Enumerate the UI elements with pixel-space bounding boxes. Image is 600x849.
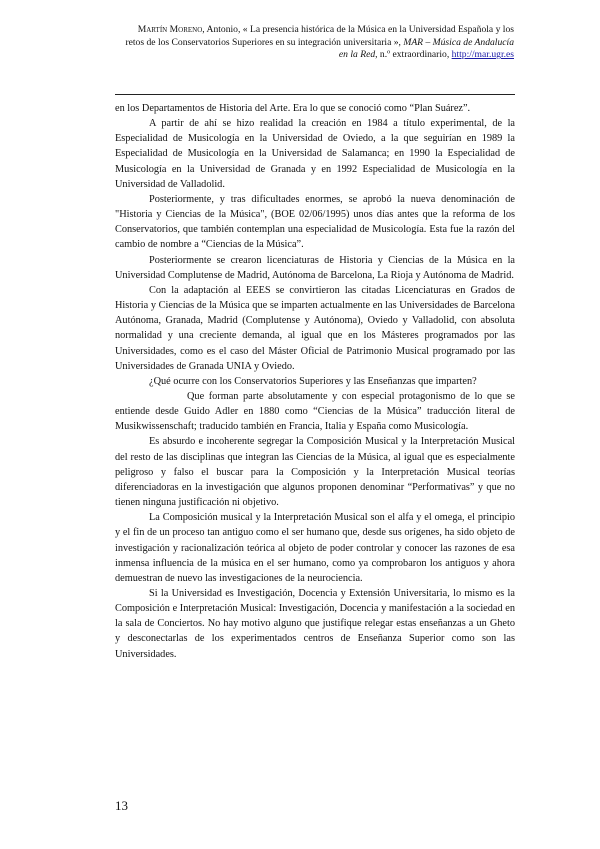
header-journal: MAR – Música de Andalucía en la Red	[338, 36, 514, 61]
page-number: 13	[115, 798, 128, 813]
body-text	[115, 101, 515, 662]
paragraph-9: La Composición musical y la Interpretación Musical son el alfa y el omega, el principio y el fin de un proceso tan antiguo como el ser humano que, desde sus orígenes, ha sido objeto de investigación y racionalización teórica al objeto de poder controlar y conocer las razones de esa inmensa influencia de la música en el ser humano, como ya comprobaron los antiguos y ahora demuestran de nuevo las investigaciones de la neurociencia.	[115, 512, 515, 584]
header-issue: , n.º extraordinario,	[375, 49, 452, 61]
header-url-link[interactable]: http://mar.ugr.es	[451, 49, 514, 61]
paragraph-2: A partir de ahí se hizo realidad la creación en 1984 a título experimental, de la Especialidad de Musicología en la Universidad de Oviedo, a la que seguirían en 1989 la Especialidad de Musicología en la Universidad de Salamanca; en 1990 la Especialidad de Musicología en la Universidad de Granada y en 1992 Especialidad de Musicología en la Universidad de Valladolid.	[115, 118, 515, 190]
paragraph-5: Con la adaptación al EEES se convirtieron las citadas Licenciaturas en Grados de Historia y Ciencias de la Música que se imparten actualmente en las Universidades de Barcelona Autónoma, Granada, Madrid (Complutense y Autónoma), Oviedo y Valladolid, con absoluta normalidad y una creciente demanda, al igual que en los Másteres programados por las Universidades, como es el caso del Máster Oficial de Patrimonio Musical programado por las Universidades de Granada UNIA y Oviedo.	[115, 284, 515, 372]
header-author: Martín Moreno	[137, 24, 203, 35]
paragraph-7: Que forman parte absolutamente y con especial protagonismo de lo que se entiende desde Guido Adler en 1880 como “Ciencias de la Música” traducción literal de Musikwissenschaft; traducido también en Francia, Italia y España como Musicología.	[115, 390, 515, 433]
running-header	[118, 24, 514, 62]
paragraph-6: ¿Qué ocurre con los Conservatorios Superiores y las Enseñanzas que imparten?	[149, 375, 477, 387]
header-rule	[115, 94, 515, 95]
header-citation-line2: los retos de los Conservatorios Superiores en su integración universitaria »,	[125, 24, 514, 48]
paragraph-3: Posteriormente, y tras dificultades enormes, se aprobó la nueva denominación de "Historia y Ciencias de la Música", (BOE 02/06/1995) unos días antes que la reforma de los Conservatorios, que también contemplan una especialidad de Musicología. Esta fue la razón del cambio de nombre a “Ciencias de la Música”.	[115, 193, 515, 251]
paragraph-8: Es absurdo e incoherente segregar la Composición Musical y la Interpretación Musical del resto de las disciplinas que integran las Ciencias de la Música, al igual que es especialmente peligroso y falso el buscar para la Composición y la Interpretación Musical teorías diferenciadoras en la investigación que algunos proponen denominar “Performativas” y que no tienen ninguna justificación ni objetivo.	[115, 436, 515, 509]
paragraph-1: en los Departamentos de Historia del Arte. Era lo que se conoció como “Plan Suárez”.	[115, 103, 471, 114]
paragraph-4: Posteriormente se crearon licenciaturas de Historia y Ciencias de la Música en la Universidad Complutense de Madrid, Autónoma de Barcelona, La Rioja y Autónoma de Madrid.	[115, 254, 515, 281]
header-citation-line1: , Antonio, « La presencia histórica de la Música en la Universidad Española y	[202, 24, 501, 35]
paragraph-10: Si la Universidad es Investigación, Docencia y Extensión Universitaria, lo mismo es la Composición e Interpretación Musical: Investigación, Docencia y manifestación a la sociedad en la sala de Conciertos. No hay motivo alguno que justifique relegar estas enseñanzas a un Gheto y desconectarlas de los experimentados centros de Enseñanza Superior como son las Universidades.	[115, 588, 515, 660]
